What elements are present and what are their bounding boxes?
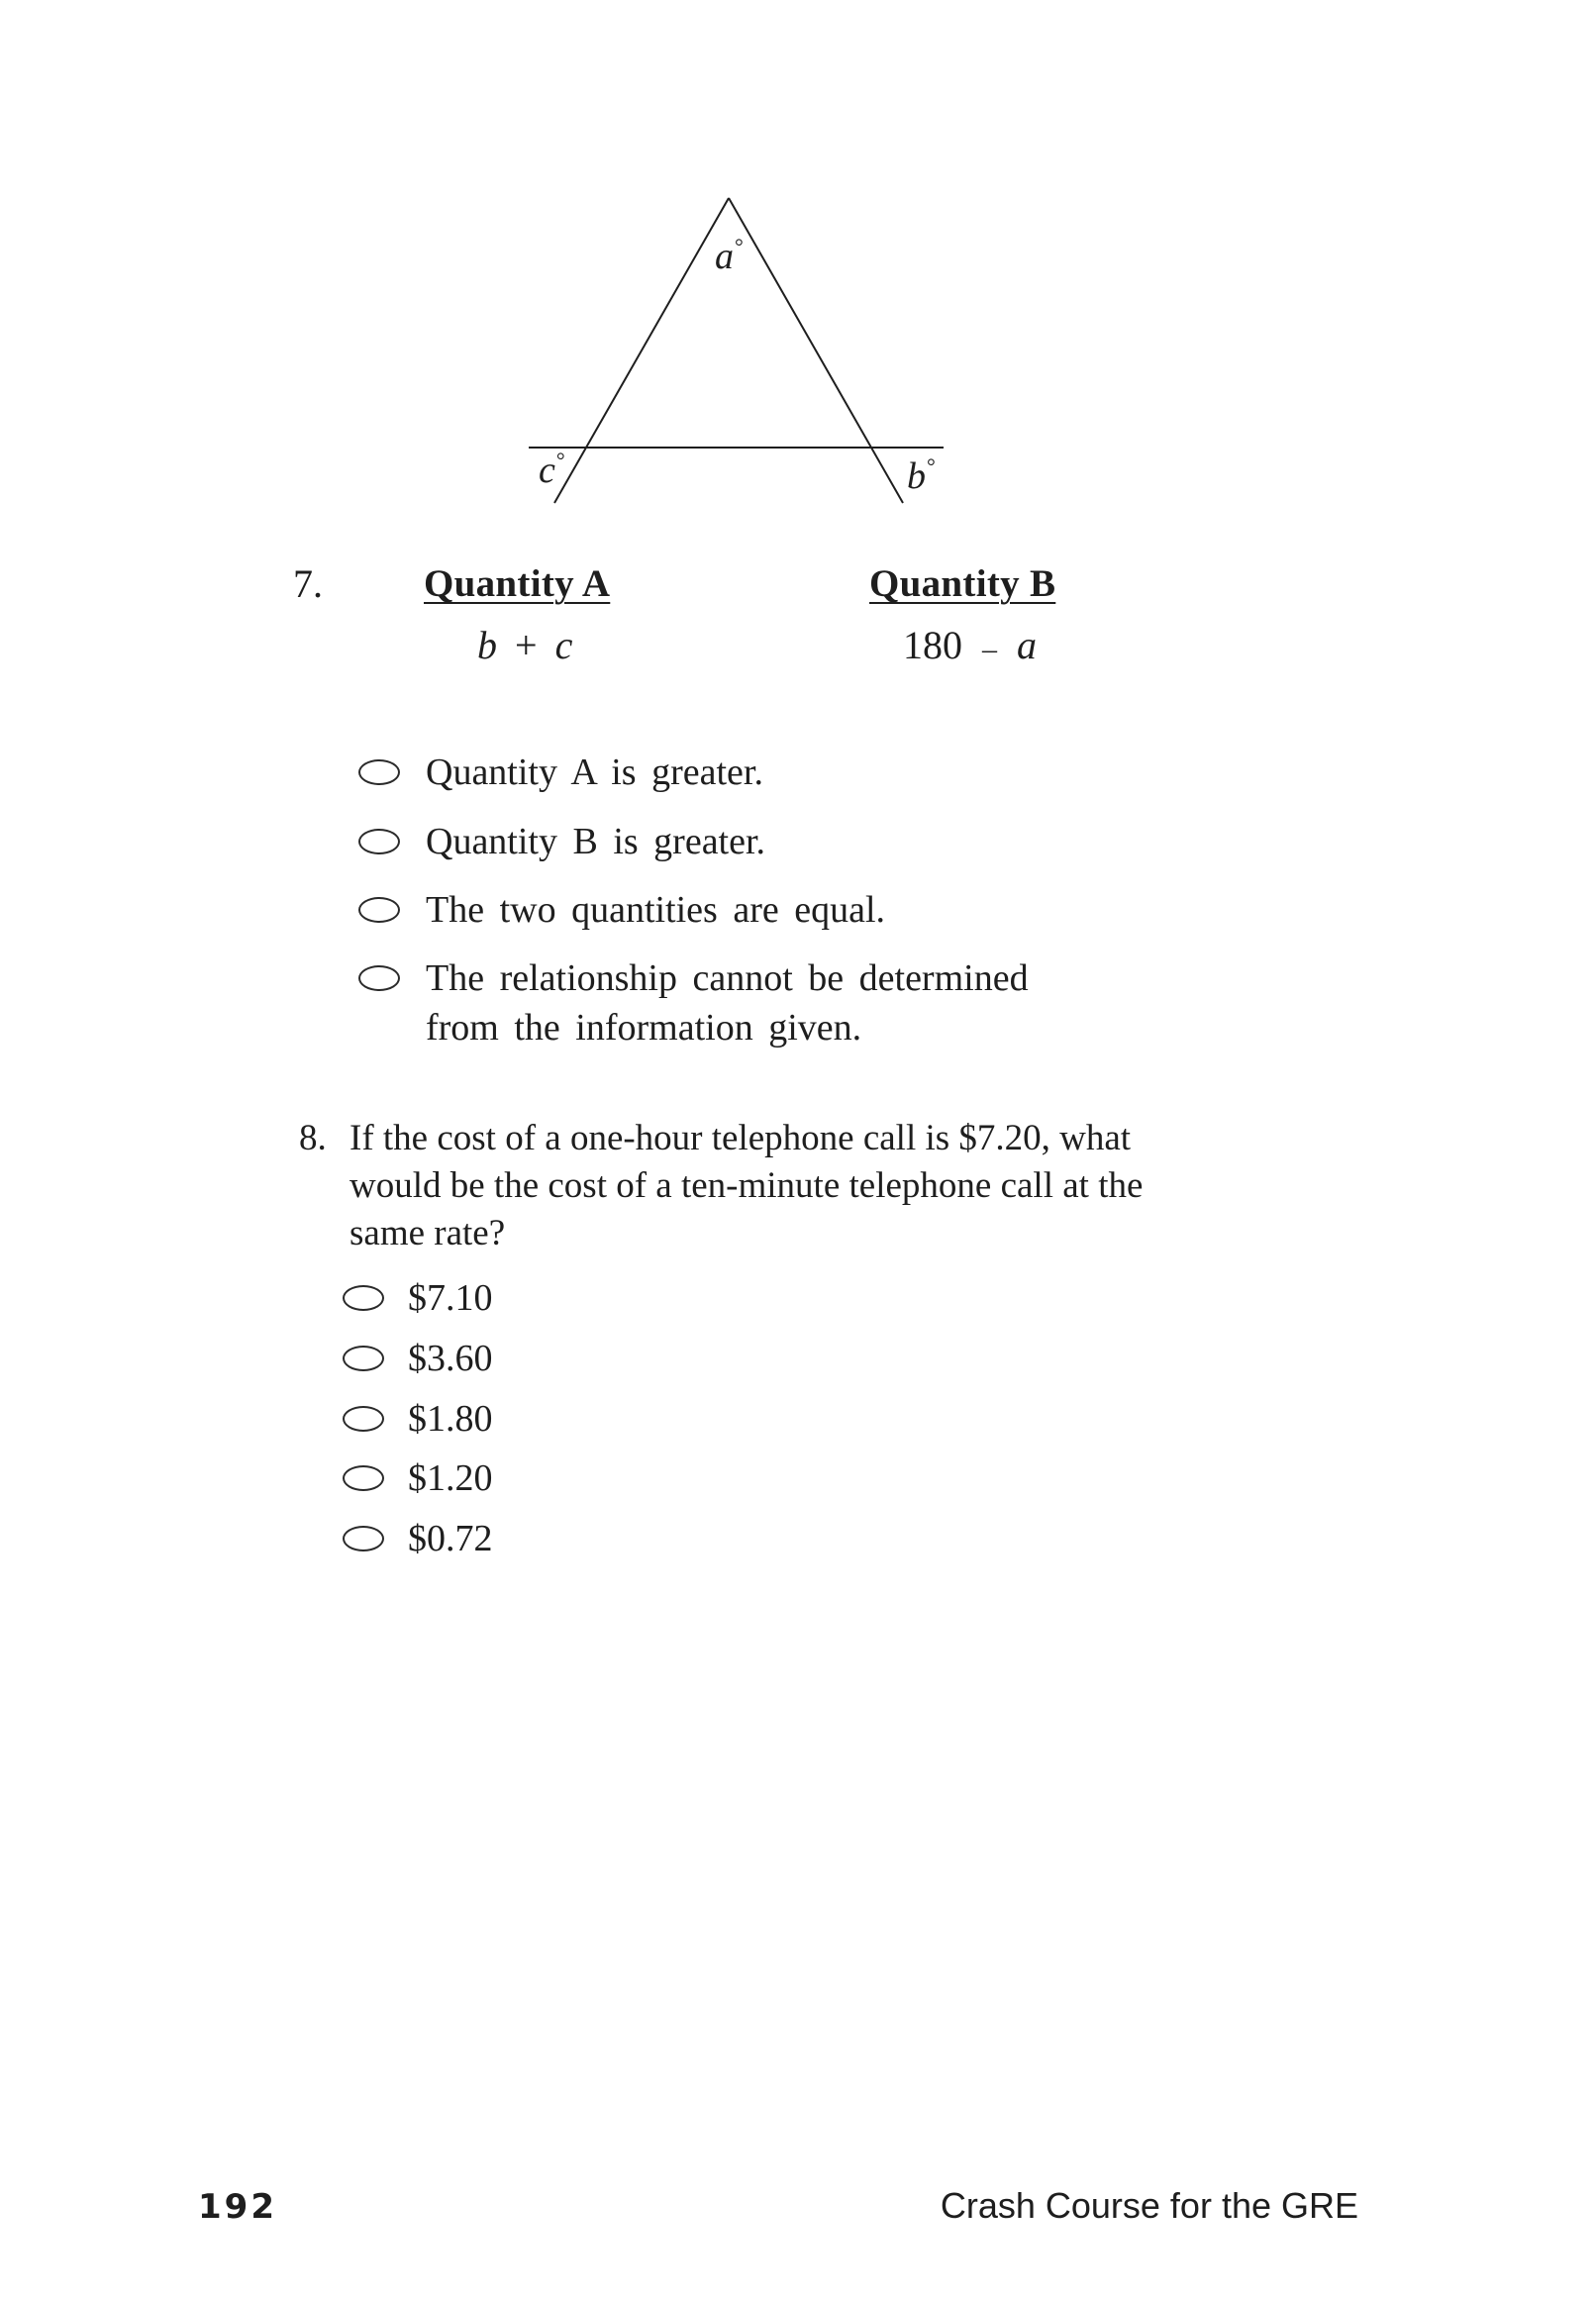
question-8-line: If the cost of a one-hour telephone call is $7.20, what: [349, 1118, 1132, 1158]
plus-sign: +: [515, 623, 538, 667]
radio-oval-icon[interactable]: [343, 1285, 384, 1311]
q7-option-b-label: Quantity B is greater.: [426, 821, 766, 862]
angle-b-var: b: [907, 455, 926, 497]
var-b: b: [477, 623, 497, 667]
angle-a-label: [715, 234, 744, 277]
q8-option-b[interactable]: [343, 1340, 493, 1377]
q8-option-c[interactable]: [343, 1400, 493, 1438]
var-a: a: [1017, 623, 1037, 667]
q7-option-a[interactable]: [358, 747, 763, 798]
q7-option-d-label: [426, 952, 1029, 1053]
q8-option-c-label: $1.80: [408, 1398, 493, 1440]
q7-option-c[interactable]: [358, 884, 885, 936]
page-number: 192: [198, 2187, 277, 2227]
angle-b-label: [907, 453, 936, 497]
radio-oval-icon[interactable]: [343, 1526, 384, 1551]
degree-symbol: °: [735, 234, 744, 258]
radio-oval-icon[interactable]: [358, 965, 400, 991]
q7-option-d-line1: The relationship cannot be determined: [426, 957, 1029, 999]
radio-oval-icon[interactable]: [343, 1465, 384, 1491]
question-8-line: same rate?: [349, 1213, 506, 1253]
radio-oval-icon[interactable]: [358, 897, 400, 923]
q8-option-e-label: $0.72: [408, 1518, 493, 1559]
radio-oval-icon[interactable]: [343, 1406, 384, 1432]
q8-option-d-label: $1.20: [408, 1457, 493, 1499]
q7-option-a-label: Quantity A is greater.: [426, 751, 763, 793]
q8-option-b-label: $3.60: [408, 1338, 493, 1379]
angle-a-var: a: [715, 236, 734, 277]
q8-option-a-label: $7.10: [408, 1277, 493, 1319]
quantity-a-expression: [477, 623, 573, 667]
q8-option-e[interactable]: [343, 1520, 493, 1557]
q8-option-d[interactable]: [343, 1459, 493, 1497]
angle-c-label: [539, 448, 565, 491]
q7-option-c-label: The two quantities are equal.: [426, 889, 886, 931]
q7-option-b[interactable]: [358, 816, 765, 867]
triangle-figure: [495, 149, 1040, 545]
question-8-number: 8.: [299, 1118, 327, 1158]
q8-option-a[interactable]: [343, 1279, 493, 1317]
degree-symbol: °: [555, 448, 565, 472]
quantity-b-header: Quantity B: [869, 562, 1056, 605]
radio-oval-icon[interactable]: [358, 829, 400, 854]
minus-sign: –: [982, 633, 997, 665]
radio-oval-icon[interactable]: [358, 759, 400, 785]
book-title: Crash Course for the GRE: [940, 2185, 1358, 2226]
q7-option-d[interactable]: [358, 952, 1029, 1053]
degree-symbol: °: [927, 453, 936, 478]
quantity-a-header: Quantity A: [424, 562, 611, 605]
triangle-diagram: [495, 149, 1040, 545]
q7-option-d-line2: from the information given.: [426, 1007, 862, 1049]
quantity-b-expression: [903, 623, 1037, 667]
radio-oval-icon[interactable]: [343, 1346, 384, 1371]
question-7-number: 7.: [293, 561, 323, 606]
angle-c-var: c: [539, 450, 555, 491]
question-8-line: would be the cost of a ten-minute telephone call at the: [349, 1165, 1144, 1206]
question-8-stem: [349, 1115, 1143, 1257]
var-c: c: [554, 623, 573, 667]
number-180: 180: [903, 623, 962, 667]
